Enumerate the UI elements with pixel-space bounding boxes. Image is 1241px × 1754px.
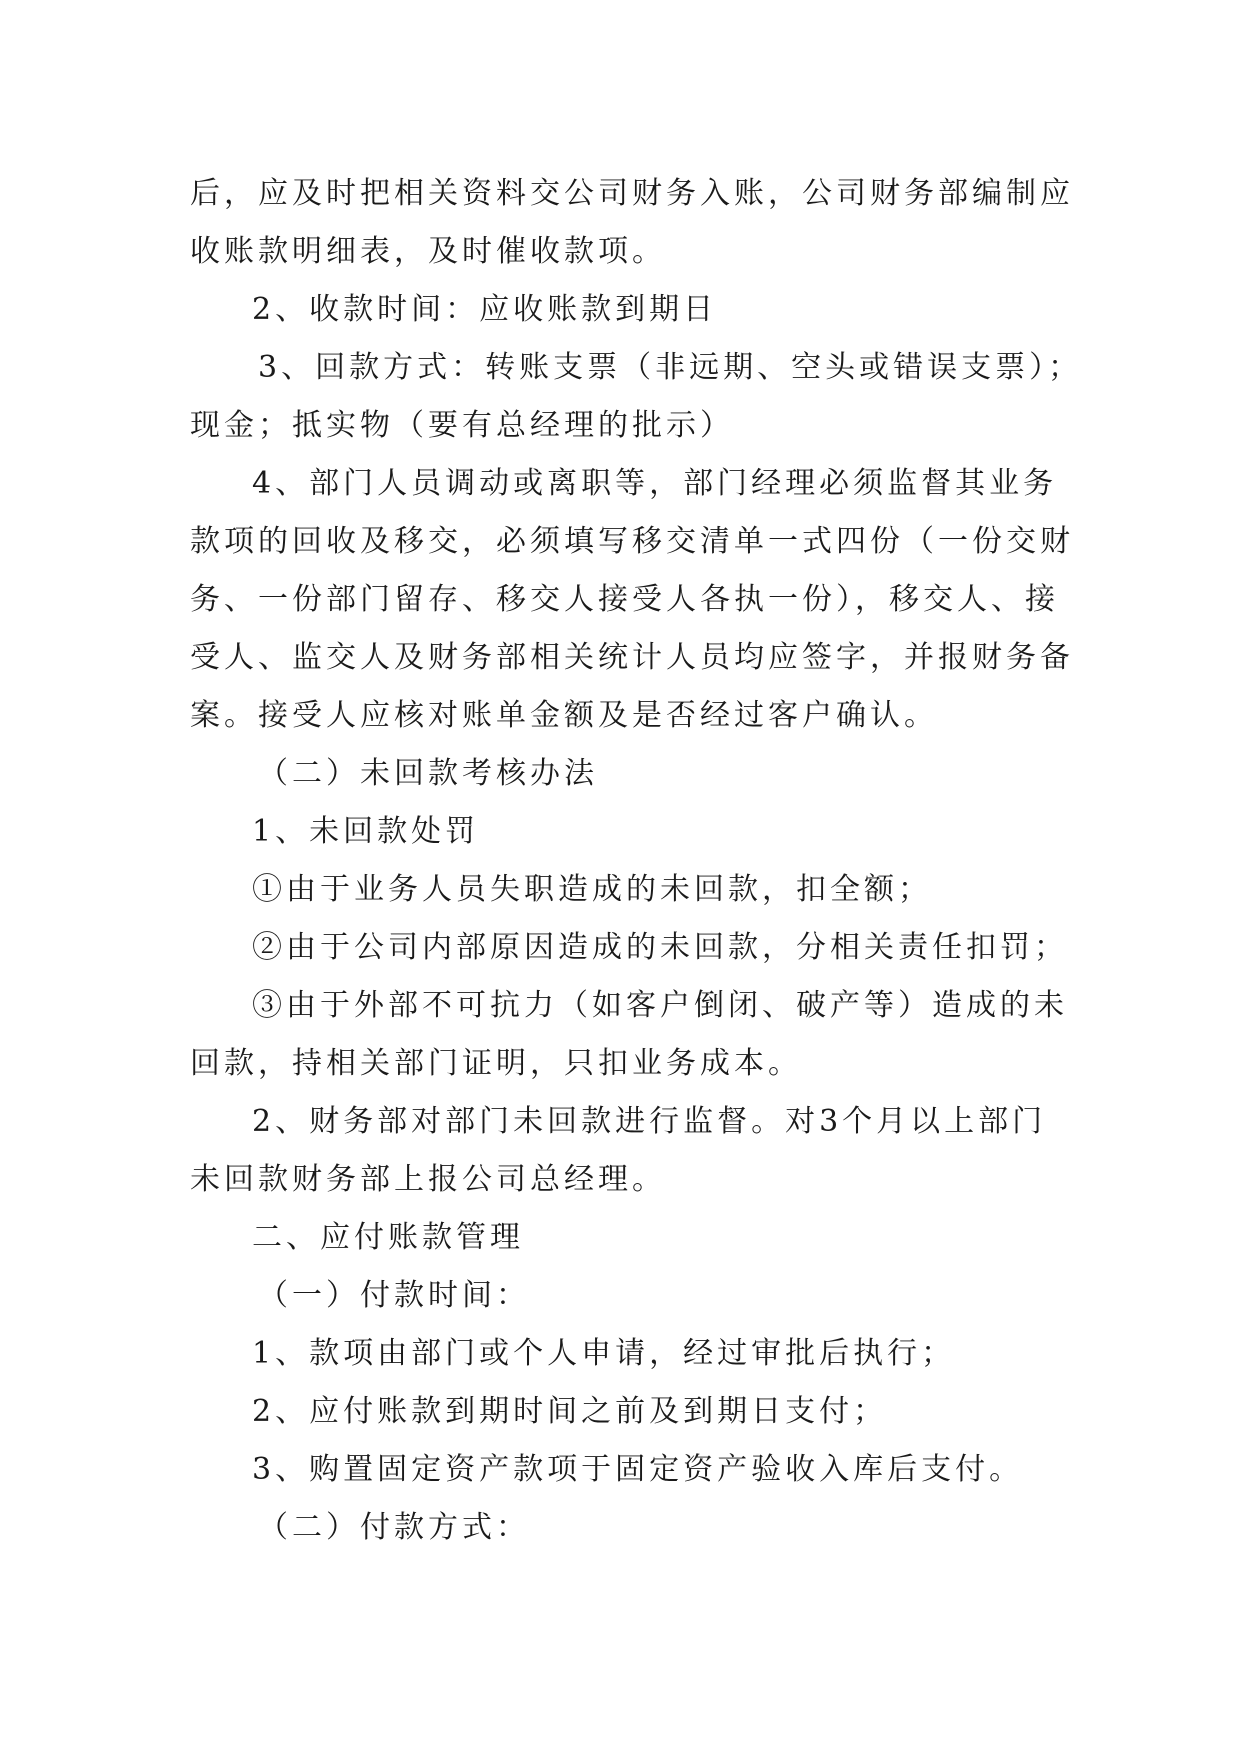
paragraph-line: 1、未回款处罚 — [252, 814, 480, 849]
document-body — [190, 165, 1083, 1557]
paragraph-line: 4、部门人员调动或离职等，部门经理必须监督其业务 — [252, 466, 1058, 501]
section-heading: 二、应付账款管理 — [252, 1220, 524, 1255]
list-item: ③由于外部不可抗力（如客户倒闭、破产等）造成的未 — [252, 988, 1068, 1023]
paragraph-line: 后，应及时把相关资料交公司财务入账，公司财务部编制应 — [190, 176, 1074, 211]
list-item: ②由于公司内部原因造成的未回款，分相关责任扣罚； — [252, 930, 1068, 965]
paragraph-line: 案。接受人应核对账单金额及是否经过客户确认。 — [190, 698, 938, 733]
list-item: ①由于业务人员失职造成的未回款，扣全额； — [252, 872, 932, 907]
paragraph-line: 未回款财务部上报公司总经理。 — [190, 1162, 666, 1197]
list-item: 2、应付账款到期时间之前及到期日支付； — [252, 1394, 888, 1429]
subsection-heading: （二）付款方式： — [258, 1510, 530, 1545]
paragraph-line: 回款，持相关部门证明，只扣业务成本。 — [190, 1046, 802, 1081]
subsection-heading: （一）付款时间： — [258, 1278, 530, 1313]
paragraph-line: 3、回款方式：转账支票（非远期、空头或错误支票）； — [258, 350, 1083, 385]
section-heading: （二）未回款考核办法 — [258, 756, 598, 791]
list-item: 3、购置固定资产款项于固定资产验收入库后支付。 — [252, 1452, 1024, 1487]
list-item: 1、款项由部门或个人申请，经过审批后执行； — [252, 1336, 956, 1371]
paragraph-line: 2、财务部对部门未回款进行监督。对3个月以上部门 — [252, 1104, 1047, 1139]
paragraph-line: 收账款明细表，及时催收款项。 — [190, 234, 666, 269]
paragraph-line: 款项的回收及移交，必须填写移交清单一式四份（一份交财 — [190, 524, 1074, 559]
paragraph-line: 2、收款时间：应收账款到期日 — [252, 292, 718, 327]
paragraph-line: 现金；抵实物（要有总经理的批示） — [190, 408, 734, 443]
paragraph-line: 受人、监交人及财务部相关统计人员均应签字，并报财务备 — [190, 640, 1074, 675]
paragraph-line: 务、一份部门留存、移交人接受人各执一份），移交人、接 — [190, 582, 1059, 617]
